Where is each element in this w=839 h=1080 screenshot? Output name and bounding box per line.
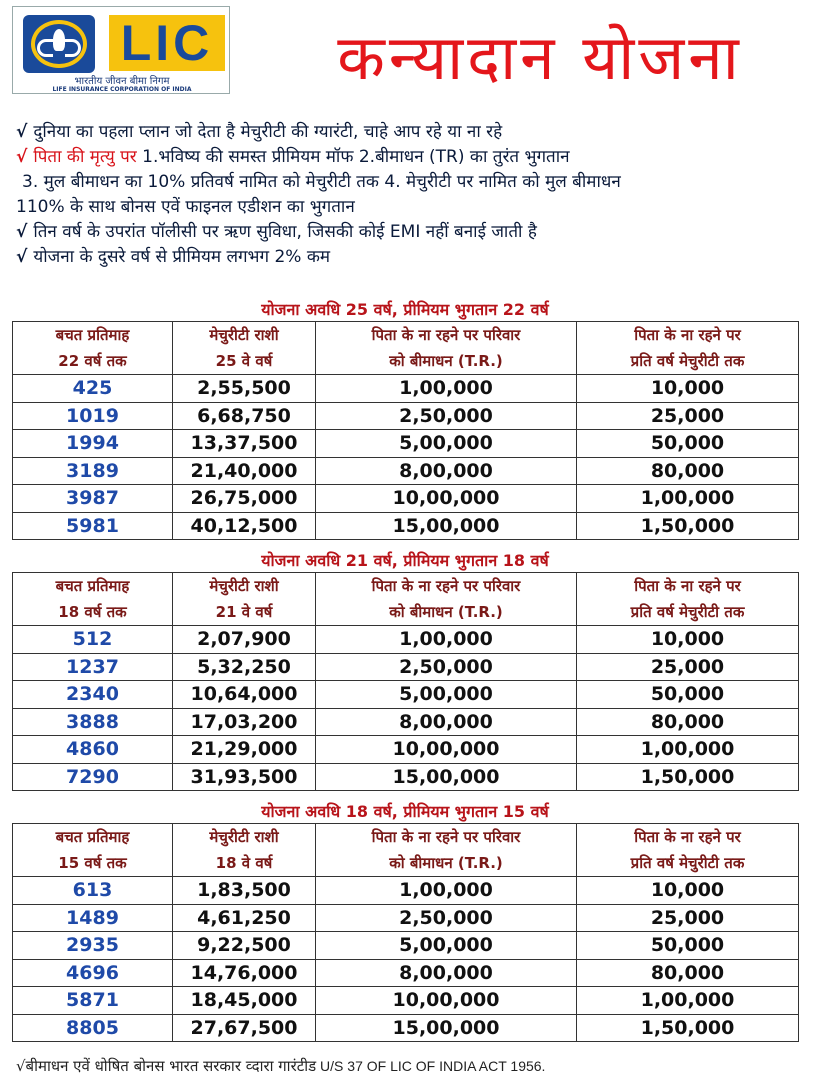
cell: 5,00,000 — [316, 681, 577, 709]
cell: 50,000 — [577, 932, 799, 960]
cell: 10,00,000 — [316, 736, 577, 764]
feature-item — [16, 120, 826, 145]
cell: 26,75,000 — [173, 485, 316, 513]
cell: 3189 — [13, 457, 173, 485]
cell: 8,00,000 — [316, 959, 577, 987]
lic-logo — [12, 6, 230, 94]
cell: 512 — [13, 626, 173, 654]
plan-table-25yr — [12, 299, 798, 540]
header-maturity-amount: मेचुरीटी राशी 21 वे वर्ष — [173, 573, 316, 626]
footer-note — [16, 1056, 826, 1076]
cell: 425 — [13, 375, 173, 403]
feature-text: 110% के साथ बोनस एवें फाइनल एडीशन का भुगतान — [16, 197, 355, 217]
table-row — [13, 877, 799, 905]
table-row — [13, 512, 799, 540]
cell: 10,00,000 — [316, 987, 577, 1015]
table-row — [13, 959, 799, 987]
cell: 2,55,500 — [173, 375, 316, 403]
table-row — [13, 932, 799, 960]
cell: 6,68,750 — [173, 402, 316, 430]
cell: 1019 — [13, 402, 173, 430]
header-yearly-payout: पिता के ना रहने पर प्रति वर्ष मेचुरीटी तक — [577, 322, 799, 375]
header-family-sum-assured: पिता के ना रहने पर परिवार को बीमाधन (T.R.) — [316, 322, 577, 375]
feature-item — [16, 170, 826, 195]
lic-emblem-icon — [23, 15, 95, 73]
cell: 10,00,000 — [316, 485, 577, 513]
cell: 1,50,000 — [577, 763, 799, 791]
feature-item — [16, 195, 826, 220]
cell: 80,000 — [577, 457, 799, 485]
table-title: योजना अवधि 18 वर्ष, प्रीमियम भुगतान 15 वर्ष — [261, 802, 549, 821]
cell: 25,000 — [577, 904, 799, 932]
cell: 10,000 — [577, 375, 799, 403]
cell: 2340 — [13, 681, 173, 709]
cell: 25,000 — [577, 402, 799, 430]
cell: 15,00,000 — [316, 763, 577, 791]
cell: 1,83,500 — [173, 877, 316, 905]
table-row — [13, 485, 799, 513]
cell: 31,93,500 — [173, 763, 316, 791]
header-maturity-amount: मेचुरीटी राशी 25 वे वर्ष — [173, 322, 316, 375]
table-row — [13, 763, 799, 791]
table-row — [13, 375, 799, 403]
table-row — [13, 987, 799, 1015]
table-header-row — [13, 824, 799, 877]
footer-english: U/S 37 OF LIC OF INDIA ACT 1956. — [316, 1058, 546, 1074]
cell: 1489 — [13, 904, 173, 932]
cell: 25,000 — [577, 653, 799, 681]
cell: 5871 — [13, 987, 173, 1015]
header-family-sum-assured: पिता के ना रहने पर परिवार को बीमाधन (T.R.) — [316, 824, 577, 877]
cell: 4,61,250 — [173, 904, 316, 932]
cell: 15,00,000 — [316, 512, 577, 540]
logo-english-name: LIFE INSURANCE CORPORATION OF INDIA — [52, 86, 192, 93]
table-row — [13, 402, 799, 430]
cell: 2935 — [13, 932, 173, 960]
cell: 7290 — [13, 763, 173, 791]
feature-text: 3. मुल बीमाधन का 10% प्रतिवर्ष नामित को मेचुरीटी तक 4. मेचुरीटी पर नामित को मुल बीमाधन — [22, 172, 621, 192]
feature-text: योजना के दुसरे वर्ष से प्रीमियम लगभग 2% कम — [33, 247, 331, 267]
cell: 1,00,000 — [316, 375, 577, 403]
cell: 10,000 — [577, 877, 799, 905]
cell: 8805 — [13, 1014, 173, 1042]
cell: 9,22,500 — [173, 932, 316, 960]
table-header-row — [13, 573, 799, 626]
cell: 1237 — [13, 653, 173, 681]
cell: 1,00,000 — [577, 736, 799, 764]
feature-text: 1.भविष्य की समस्त प्रीमियम मॉफ 2.बीमाधन (TR) का तुरंत भुगतान — [136, 147, 570, 167]
table-row — [13, 708, 799, 736]
cell: 5,00,000 — [316, 430, 577, 458]
cell: 40,12,500 — [173, 512, 316, 540]
feature-item — [16, 245, 826, 270]
cell: 1,50,000 — [577, 1014, 799, 1042]
check-icon: √ — [16, 222, 28, 242]
cell: 3888 — [13, 708, 173, 736]
feature-text: तिन वर्ष के उपरांत पॉलीसी पर ऋण सुविधा, जिसकी कोई EMI नहीं बनाई जाती है — [33, 222, 537, 242]
cell: 50,000 — [577, 430, 799, 458]
cell: 1,00,000 — [316, 877, 577, 905]
logo-hindi-name: भारतीय जीवन बीमा निगम — [74, 76, 170, 87]
cell: 21,40,000 — [173, 457, 316, 485]
cell: 21,29,000 — [173, 736, 316, 764]
table-title: योजना अवधि 21 वर्ष, प्रीमियम भुगतान 18 वर्ष — [261, 551, 549, 570]
header-monthly-saving: बचत प्रतिमाह 15 वर्ष तक — [13, 824, 173, 877]
cell: 5,00,000 — [316, 932, 577, 960]
plan-table-21yr — [12, 550, 798, 791]
cell: 1,00,000 — [577, 485, 799, 513]
header-yearly-payout: पिता के ना रहने पर प्रति वर्ष मेचुरीटी तक — [577, 824, 799, 877]
cell: 27,67,500 — [173, 1014, 316, 1042]
page-title: कन्यादान योजना — [337, 21, 743, 94]
cell: 2,50,000 — [316, 653, 577, 681]
feature-item — [16, 145, 826, 170]
feature-text: दुनिया का पहला प्लान जो देता है मेचुरीटी की ग्यारंटी, चाहे आप रहे या ना रहे — [33, 122, 503, 142]
cell: 8,00,000 — [316, 457, 577, 485]
table-row — [13, 1014, 799, 1042]
header-maturity-amount: मेचुरीटी राशी 18 वे वर्ष — [173, 824, 316, 877]
table-row — [13, 736, 799, 764]
cell: 2,50,000 — [316, 402, 577, 430]
check-icon: √ — [16, 147, 28, 167]
cell: 1994 — [13, 430, 173, 458]
table-row — [13, 430, 799, 458]
cell: 15,00,000 — [316, 1014, 577, 1042]
table-header-row — [13, 322, 799, 375]
feature-list — [16, 120, 826, 270]
header-yearly-payout: पिता के ना रहने पर प्रति वर्ष मेचुरीटी तक — [577, 573, 799, 626]
premium-table — [12, 321, 799, 540]
plan-table-18yr — [12, 801, 798, 1042]
table-row — [13, 457, 799, 485]
logo-brand: LIC — [109, 15, 225, 71]
table-title: योजना अवधि 25 वर्ष, प्रीमियम भुगतान 22 वर्ष — [261, 300, 549, 319]
premium-table — [12, 823, 799, 1042]
cell: 1,00,000 — [577, 987, 799, 1015]
cell: 10,000 — [577, 626, 799, 654]
cell: 613 — [13, 877, 173, 905]
cell: 5981 — [13, 512, 173, 540]
cell: 1,50,000 — [577, 512, 799, 540]
table-row — [13, 626, 799, 654]
feature-item — [16, 220, 826, 245]
cell: 5,32,250 — [173, 653, 316, 681]
cell: 3987 — [13, 485, 173, 513]
cell: 4696 — [13, 959, 173, 987]
cell: 18,45,000 — [173, 987, 316, 1015]
cell: 14,76,000 — [173, 959, 316, 987]
cell: 8,00,000 — [316, 708, 577, 736]
cell: 80,000 — [577, 708, 799, 736]
cell: 4860 — [13, 736, 173, 764]
cell: 2,07,900 — [173, 626, 316, 654]
header-monthly-saving: बचत प्रतिमाह 18 वर्ष तक — [13, 573, 173, 626]
cell: 17,03,200 — [173, 708, 316, 736]
table-row — [13, 904, 799, 932]
cell: 13,37,500 — [173, 430, 316, 458]
feature-lead: पिता की मृत्यु पर — [33, 147, 137, 167]
header-family-sum-assured: पिता के ना रहने पर परिवार को बीमाधन (T.R.) — [316, 573, 577, 626]
table-row — [13, 681, 799, 709]
header — [0, 0, 839, 112]
footer-hindi: √बीमाधन एवें धोषित बोनस भारत सरकार व्दारा गारंटीड — [16, 1057, 317, 1075]
table-row — [13, 653, 799, 681]
cell: 50,000 — [577, 681, 799, 709]
premium-table — [12, 572, 799, 791]
cell: 80,000 — [577, 959, 799, 987]
check-icon: √ — [16, 122, 28, 142]
cell: 1,00,000 — [316, 626, 577, 654]
cell: 2,50,000 — [316, 904, 577, 932]
cell: 10,64,000 — [173, 681, 316, 709]
check-icon: √ — [16, 247, 28, 267]
header-monthly-saving: बचत प्रतिमाह 22 वर्ष तक — [13, 322, 173, 375]
